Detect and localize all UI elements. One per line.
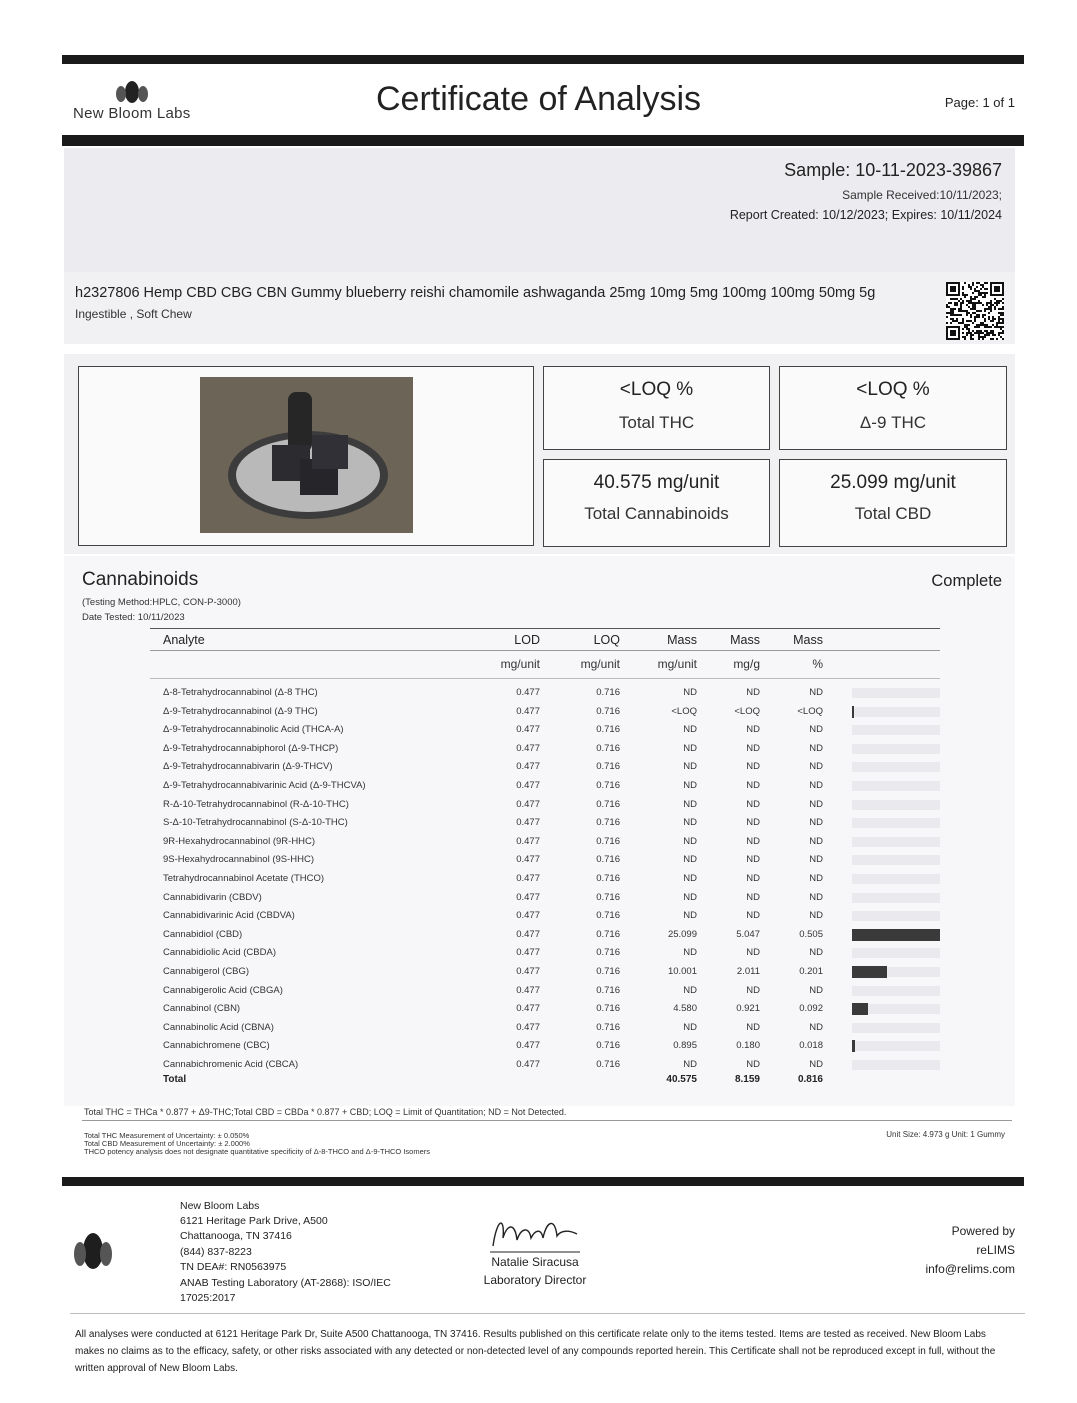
table-row	[0, 758, 1077, 777]
analyte-name: Δ-8-Tetrahydrocannabinol (Δ-8 THC)	[163, 687, 318, 698]
mass-mgunit-value: ND	[683, 798, 697, 810]
analyte-name: Δ-9-Tetrahydrocannabivarinic Acid (Δ-9-THCVA)	[163, 780, 366, 791]
mass-mgunit-value: ND	[683, 854, 697, 866]
table-row	[0, 703, 1077, 722]
loq-value: 0.716	[596, 928, 620, 940]
mass-mgunit-value: <LOQ	[671, 705, 697, 717]
lod-value: 0.477	[516, 910, 540, 922]
footer-logo-icon	[72, 1230, 114, 1272]
kpi-total-thc	[543, 366, 770, 450]
kpi-delta9-thc	[779, 366, 1007, 450]
total-mass-mgg: 8.159	[734, 1074, 760, 1085]
product-panel	[64, 272, 1015, 344]
level-bar-track	[852, 744, 940, 754]
mass-pct-value: 0.201	[799, 966, 823, 977]
table-row	[0, 684, 1077, 703]
lod-value: 0.477	[516, 891, 540, 903]
analyte-name: 9R-Hexahydrocannabinol (9R-HHC)	[163, 835, 316, 847]
lod-value: 0.477	[516, 873, 540, 884]
table-row	[0, 982, 1077, 1001]
mass-mgunit-value: 0.895	[673, 1040, 697, 1052]
product-name: h2327806 Hemp CBD CBG CBN Gummy blueberry reishi chamomile ashwaganda 25mg 10mg 5mg 100mg 100mg 50mg 5g	[75, 285, 876, 301]
product-photo	[200, 377, 413, 533]
col-header-lod: LOD	[514, 633, 540, 647]
lod-value: 0.477	[516, 817, 540, 829]
mass-pct-value: ND	[809, 947, 823, 959]
mass-mgg-value: ND	[746, 798, 760, 810]
level-bar-track	[852, 1060, 940, 1070]
mass-mgg-value: 2.011	[736, 966, 760, 977]
kpi-label: Total Cannabinoids	[584, 504, 729, 523]
table-row	[0, 777, 1077, 796]
mass-mgg-value: ND	[746, 817, 760, 829]
level-bar-fill	[852, 1040, 855, 1052]
mass-mgg-value: ND	[746, 854, 760, 866]
analyte-name: Cannabichromene (CBC)	[163, 1040, 270, 1052]
lab-name: New Bloom Labs	[73, 105, 191, 122]
analyte-name: Cannabidivarinic Acid (CBDVA)	[163, 910, 295, 922]
mass-pct-value: ND	[809, 798, 823, 810]
lod-value: 0.477	[516, 742, 540, 754]
loq-value: 0.716	[596, 817, 620, 829]
col-header-analyte: Analyte	[163, 633, 205, 647]
col-header-loq: LOQ	[593, 633, 620, 647]
uncertainty-cbd: Total CBD Measurement of Uncertainty: ± 2.000%	[84, 1139, 250, 1148]
formula-footnote: Total THC = THCa * 0.877 + Δ9-THC;Total CBD = CBDa * 0.877 + CBD; LOQ = Limit of Quantitation; ND = Not Detected.	[84, 1107, 567, 1117]
report-dates: Report Created: 10/12/2023; Expires: 10/11/2024	[729, 208, 1002, 222]
mass-mgg-value: ND	[746, 891, 760, 903]
level-bar-track	[852, 874, 940, 884]
mass-mgunit-value: 10.001	[667, 966, 697, 977]
level-bar-track	[852, 818, 940, 828]
level-bar-track	[852, 893, 940, 903]
analyte-name: Cannabidivarin (CBDV)	[163, 891, 262, 903]
mass-mgg-value: 0.180	[736, 1040, 760, 1052]
kpi-label: Δ-9 THC	[859, 413, 927, 432]
mass-pct-value: <LOQ	[797, 705, 823, 717]
lod-value: 0.477	[516, 724, 540, 736]
mass-mgunit-value: ND	[683, 761, 697, 773]
lod-value: 0.477	[516, 835, 540, 847]
kpi-total-cbd	[779, 459, 1007, 547]
table-header-rule	[150, 650, 940, 651]
table-row	[0, 926, 1077, 945]
mass-pct-value: ND	[809, 817, 823, 829]
lod-value: 0.477	[516, 854, 540, 866]
mass-mgg-value: ND	[746, 835, 760, 847]
document-title: Certificate of Analysis	[375, 80, 702, 118]
mass-pct-value: ND	[809, 761, 823, 773]
table-row	[0, 870, 1077, 889]
mass-mgg-value: ND	[746, 1059, 760, 1070]
section-status: Complete	[931, 572, 1002, 590]
loq-value: 0.716	[596, 873, 620, 884]
table-row	[0, 1000, 1077, 1019]
footer-top-bar	[62, 1177, 1024, 1186]
loq-value: 0.716	[596, 835, 620, 847]
unit-size: Unit Size: 4.973 g Unit: 1 Gummy	[886, 1130, 1005, 1139]
vendor-email-link[interactable]: info@relims.com	[925, 1262, 1015, 1276]
footer-accreditation: ANAB Testing Laboratory (AT-2868): ISO/IEC	[180, 1277, 391, 1289]
footer-address-line1: 6121 Heritage Park Drive, A500	[180, 1215, 328, 1227]
loq-value: 0.716	[596, 966, 620, 977]
table-row	[0, 833, 1077, 852]
level-bar-track	[852, 1023, 940, 1033]
mass-mgunit-value: ND	[683, 780, 697, 791]
col-header-mass-mgg: Mass	[730, 633, 760, 647]
level-bar-track	[852, 688, 940, 698]
analyte-name: Cannabinolic Acid (CBNA)	[163, 1021, 274, 1033]
mass-mgg-value: 0.921	[736, 1003, 760, 1015]
mass-mgunit-value: ND	[683, 1021, 697, 1033]
analyte-name: Cannabinol (CBN)	[163, 1003, 241, 1015]
unit-loq: mg/unit	[580, 657, 620, 671]
loq-value: 0.716	[596, 780, 620, 791]
table-row	[0, 944, 1077, 963]
mass-pct-value: 0.092	[799, 1003, 823, 1015]
mass-pct-value: ND	[809, 854, 823, 866]
analyte-name: Δ-9-Tetrahydrocannabinolic Acid (THCA-A)	[163, 724, 344, 736]
total-label: Total	[163, 1074, 187, 1085]
mass-mgg-value: ND	[746, 687, 760, 698]
signer-title: Laboratory Director	[483, 1273, 587, 1287]
analyte-name: S-Δ-10-Tetrahydrocannabinol (S-Δ-10-THC)	[163, 817, 348, 829]
level-bar-track	[852, 800, 940, 810]
analyte-name: R-Δ-10-Tetrahydrocannabinol (R-Δ-10-THC)	[163, 798, 349, 810]
table-total-row	[0, 1071, 1077, 1090]
mass-mgg-value: ND	[746, 1021, 760, 1033]
loq-value: 0.716	[596, 742, 620, 754]
lod-value: 0.477	[516, 780, 540, 791]
header-top-bar	[62, 55, 1024, 64]
loq-value: 0.716	[596, 1021, 620, 1033]
footer-lab-name: New Bloom Labs	[180, 1200, 260, 1212]
loq-value: 0.716	[596, 724, 620, 736]
mass-mgunit-value: ND	[683, 742, 697, 754]
col-header-mass-pct: Mass	[793, 633, 823, 647]
mass-mgunit-value: ND	[683, 835, 697, 847]
mass-mgg-value: ND	[746, 873, 760, 884]
kpi-value: 25.099 mg/unit	[830, 472, 956, 493]
lod-value: 0.477	[516, 1059, 540, 1070]
mass-mgg-value: <LOQ	[734, 705, 760, 717]
lod-value: 0.477	[516, 705, 540, 717]
mass-pct-value: ND	[809, 1059, 823, 1070]
signature-image	[485, 1208, 585, 1256]
lod-value: 0.477	[516, 928, 540, 940]
mass-mgunit-value: ND	[683, 817, 697, 829]
mass-mgunit-value: ND	[683, 947, 697, 959]
loq-value: 0.716	[596, 1003, 620, 1015]
mass-pct-value: ND	[809, 891, 823, 903]
loq-value: 0.716	[596, 854, 620, 866]
unit-lod: mg/unit	[500, 657, 540, 671]
lod-value: 0.477	[516, 966, 540, 977]
mass-mgunit-value: ND	[683, 1059, 697, 1070]
analyte-name: Cannabidiolic Acid (CBDA)	[163, 947, 276, 959]
analyte-name: Cannabichromenic Acid (CBCA)	[163, 1059, 299, 1070]
mass-mgunit-value: 25.099	[667, 928, 697, 940]
mass-mgunit-value: ND	[683, 891, 697, 903]
mass-mgunit-value: 4.580	[673, 1003, 697, 1015]
mass-pct-value: ND	[809, 724, 823, 736]
unit-mass-mgg: mg/g	[733, 657, 760, 671]
footer-accreditation-standard: 17025:2017	[180, 1292, 236, 1304]
mass-pct-value: 0.505	[799, 928, 823, 940]
loq-value: 0.716	[596, 910, 620, 922]
total-mass-pct: 0.816	[797, 1074, 823, 1085]
level-bar-track	[852, 911, 940, 921]
mass-mgg-value: ND	[746, 910, 760, 922]
table-unit-rule	[150, 678, 940, 679]
powered-by-label: Powered by	[951, 1224, 1015, 1238]
mass-pct-value: ND	[809, 984, 823, 996]
unit-mass-pct: %	[812, 657, 823, 671]
mass-mgg-value: ND	[746, 724, 760, 736]
lod-value: 0.477	[516, 947, 540, 959]
lod-value: 0.477	[516, 1040, 540, 1052]
level-bar-track	[852, 707, 940, 717]
loq-value: 0.716	[596, 687, 620, 698]
table-row	[0, 907, 1077, 926]
table-top-rule	[150, 628, 940, 629]
total-mass-mgunit: 40.575	[666, 1074, 697, 1085]
mass-pct-value: ND	[809, 910, 823, 922]
lod-value: 0.477	[516, 1021, 540, 1033]
table-row	[0, 851, 1077, 870]
table-row	[0, 796, 1077, 815]
testing-method: (Testing Method:HPLC, CON-P-3000)	[82, 597, 241, 608]
signer-name: Natalie Siracusa	[491, 1255, 579, 1269]
level-bar-fill	[852, 1003, 868, 1015]
mass-mgg-value: ND	[746, 761, 760, 773]
mass-pct-value: ND	[809, 742, 823, 754]
kpi-value: 40.575 mg/unit	[593, 472, 720, 493]
level-bar-track	[852, 837, 940, 847]
loq-value: 0.716	[596, 761, 620, 773]
mass-mgg-value: ND	[746, 780, 760, 791]
footer-phone: (844) 837-8223	[180, 1246, 252, 1258]
level-bar-fill	[852, 929, 940, 941]
analyte-name: Δ-9-Tetrahydrocannabinol (Δ-9 THC)	[163, 705, 318, 717]
analyte-name: Cannabigerolic Acid (CBGA)	[163, 984, 283, 996]
analyte-name: Δ-9-Tetrahydrocannabiphorol (Δ-9-THCP)	[163, 742, 339, 754]
lod-value: 0.477	[516, 761, 540, 773]
mass-pct-value: ND	[809, 873, 823, 884]
kpi-label: Total THC	[618, 413, 695, 432]
table-row	[0, 721, 1077, 740]
product-type: Ingestible , Soft Chew	[75, 307, 192, 321]
lod-value: 0.477	[516, 798, 540, 810]
mass-mgg-value: ND	[746, 742, 760, 754]
lod-value: 0.477	[516, 984, 540, 996]
level-bar-track	[852, 781, 940, 791]
table-row	[0, 889, 1077, 908]
level-bar-fill	[852, 706, 854, 718]
footnote-rule	[82, 1120, 1012, 1121]
table-row	[0, 814, 1077, 833]
kpi-label: Total CBD	[854, 504, 932, 523]
lod-value: 0.477	[516, 687, 540, 698]
thco-note: THCO potency analysis does not designate quantitative specificity of Δ-8-THCO and Δ-9-THCO Isomers	[84, 1147, 430, 1156]
table-row	[0, 1037, 1077, 1056]
loq-value: 0.716	[596, 891, 620, 903]
mass-mgg-value: ND	[746, 984, 760, 996]
mass-pct-value: ND	[809, 835, 823, 847]
analyte-name: Δ-9-Tetrahydrocannabivarin (Δ-9-THCV)	[163, 761, 333, 773]
loq-value: 0.716	[596, 1059, 620, 1070]
powered-by-vendor: reLIMS	[976, 1243, 1015, 1257]
mass-mgg-value: ND	[746, 947, 760, 959]
loq-value: 0.716	[596, 705, 620, 717]
mass-mgunit-value: ND	[683, 687, 697, 698]
level-bar-track	[852, 855, 940, 865]
loq-value: 0.716	[596, 798, 620, 810]
disclaimer-rule	[70, 1313, 1025, 1314]
header-bottom-bar	[62, 135, 1024, 146]
mass-pct-value: 0.018	[799, 1040, 823, 1052]
kpi-total-cannabinoids	[543, 459, 770, 547]
page-number: Page: 1 of 1	[944, 95, 1015, 110]
mass-mgunit-value: ND	[683, 724, 697, 736]
sample-received: Sample Received:10/11/2023;	[842, 188, 1002, 202]
loq-value: 0.716	[596, 984, 620, 996]
level-bar-track	[852, 762, 940, 772]
disclaimer-text: All analyses were conducted at 6121 Heritage Park Dr, Suite A500 Chattanooga, TN 37416. Results published on this certificate relate only to the items tested. Items are tested as received. New Bloom Labs makes no claims as to the efficacy, safety, or other risks associated with any detected or non-detected level of any compounds reported herein. This Certificate shall not be reproduced except in full, without the written approval of New Bloom Labs.	[75, 1329, 996, 1374]
col-header-mass-mgunit: Mass	[667, 633, 697, 647]
uncertainty-thc: Total THC Measurement of Uncertainty: ± 0.050%	[84, 1131, 250, 1140]
analyte-name: Cannabigerol (CBG)	[163, 966, 250, 977]
table-row	[0, 1019, 1077, 1038]
section-title: Cannabinoids	[82, 569, 199, 590]
table-row	[0, 963, 1077, 982]
date-tested: Date Tested: 10/11/2023	[82, 612, 185, 623]
loq-value: 0.716	[596, 1040, 620, 1052]
qr-code-icon[interactable]	[946, 282, 1004, 340]
mass-pct-value: ND	[809, 780, 823, 791]
mass-pct-value: ND	[809, 1021, 823, 1033]
analyte-name: Tetrahydrocannabinol Acetate (THCO)	[163, 873, 325, 884]
analyte-name: 9S-Hexahydrocannabinol (9S-HHC)	[163, 854, 315, 866]
footer-address-line2: Chattanooga, TN 37416	[180, 1230, 292, 1242]
unit-mass-mgunit: mg/unit	[657, 657, 697, 671]
mass-mgg-value: 5.047	[736, 928, 760, 940]
table-row	[0, 740, 1077, 759]
sample-id: Sample: 10-11-2023-39867	[784, 160, 1002, 180]
level-bar-track	[852, 948, 940, 958]
level-bar-track	[852, 986, 940, 996]
level-bar-track	[852, 1041, 940, 1051]
mass-mgunit-value: ND	[683, 984, 697, 996]
analyte-name: Cannabidiol (CBD)	[163, 928, 243, 940]
kpi-value: <LOQ %	[856, 379, 930, 400]
level-bar-fill	[852, 966, 887, 978]
loq-value: 0.716	[596, 947, 620, 959]
footer-dea: TN DEA#: RN0563975	[180, 1261, 287, 1273]
kpi-value: <LOQ %	[619, 379, 694, 400]
mass-pct-value: ND	[809, 687, 823, 698]
level-bar-track	[852, 725, 940, 735]
lod-value: 0.477	[516, 1003, 540, 1015]
mass-mgunit-value: ND	[683, 910, 697, 922]
mass-mgunit-value: ND	[683, 873, 697, 884]
